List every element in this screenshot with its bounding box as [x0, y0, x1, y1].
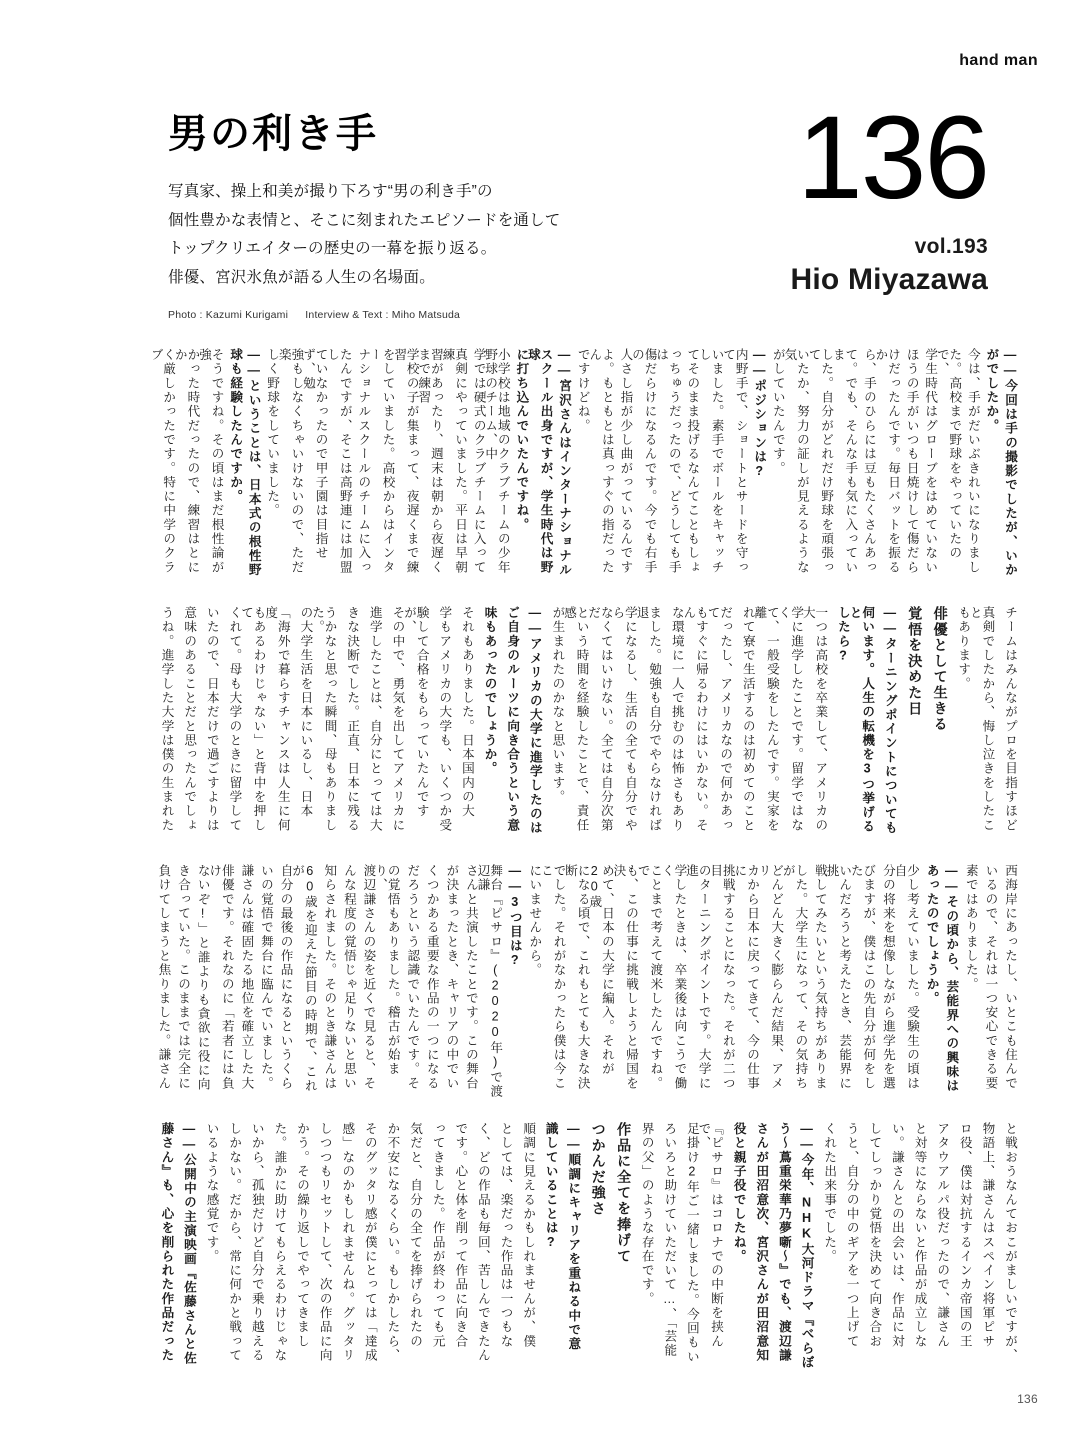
body-column: という時間を経験したことで、責任感: [562, 606, 589, 833]
text-band: [150, 1122, 1016, 1372]
body-column: ロ役、僕は対抗するインカ帝国の王: [957, 1122, 972, 1349]
body-column: 内野手で、ショートとサードを守って: [721, 348, 748, 575]
body-column: 俳優です。それなのに「若者には負け: [207, 864, 234, 1091]
body-column: 強もしなくちゃいけないので、ただ楽: [276, 348, 304, 575]
body-column: 真剣でしたから、悔し泣きをしたこと: [967, 606, 995, 833]
body-column: ら、手のひらには豆もたくさんあっ: [861, 348, 876, 575]
text-band: [150, 348, 1016, 588]
body-column: いの覚悟で舞台に臨んでいました。: [258, 864, 273, 1091]
body-column: うかなと思った瞬間、母もありました。: [310, 606, 337, 833]
body-column: 西海岸にあったし、いとこも住んで: [1003, 864, 1017, 1091]
body-column: してしっかり覚悟を決めて向き合お: [867, 1122, 882, 1349]
body-column: 学になるし、生活の全ても自分でやら: [610, 606, 637, 833]
credits: [168, 309, 728, 321]
body-column: が生まれたのかなと思います。: [550, 606, 565, 805]
body-column: と対等にならないと作品が成立しな: [912, 1122, 927, 1349]
lede-line: 写真家、操上和美が撮り下ろす“男の利き手”の: [168, 183, 493, 200]
body-column: 足掛け2年ご一緒しました。今回もい: [684, 1122, 699, 1364]
question-column: ――アメリカの大学に進学したのは: [527, 606, 542, 836]
body-column: その中で、勇気を出してアメリカに: [390, 606, 405, 833]
body-column: うね。進学した大学は僕の生まれた: [159, 606, 174, 833]
section-heading-column: 俳優として生きる: [931, 606, 948, 733]
question-column: さんが田沼意次、宮沢さんが田沼意知: [754, 1122, 769, 1363]
question-column: ――今回は手の撮影でしたが、いか: [1003, 348, 1017, 578]
question-column: 伺います。人生の転機を3つ挙げると: [847, 606, 875, 834]
question-column: ――その頃から、芸能界への興味は: [944, 864, 959, 1094]
body-column: 人さし指が少し曲がっているんです: [618, 348, 633, 575]
body-column: 験して合格をもらっていたんですが、: [402, 606, 429, 819]
issue-block: [568, 92, 988, 297]
body-column: アタウアルパ役だったので、謙さん: [935, 1122, 950, 1349]
body-column: びますが、僕はこの先自分が何をした: [848, 864, 876, 1091]
question-column: 役と親子役でしたね。: [731, 1122, 746, 1264]
body-column: ってきました。作品が終わっても元: [430, 1122, 445, 1349]
body-column: だったし、アメリカなので何かあって: [705, 606, 733, 833]
body-column: めて、日本の大学に編入。それが20歳: [587, 864, 614, 1077]
question-column: う～蔦重栄華乃夢噺～』でも、渡辺謙: [776, 1122, 791, 1363]
page-title: 男の利き手: [168, 112, 378, 156]
body-column: い。謙さんとの出会いは、作品に対: [889, 1122, 904, 1349]
article-body: [150, 348, 1016, 1408]
body-column: しく野球をしていました。: [265, 348, 280, 518]
body-column: 意味のあることだと思ったんでしょ: [182, 606, 197, 833]
body-column: く、どの作品も毎回、苦しんできたん: [475, 1122, 490, 1363]
body-column: の大学生活を日本にいるし、日本: [298, 606, 313, 819]
body-column: 自分の最後の作品になるというくら: [278, 864, 293, 1091]
body-column: カから日本に戻ってきて、今の仕事に: [732, 864, 760, 1091]
body-column: をしていました。高校からはインター: [367, 348, 395, 575]
body-column: がしていたんです。: [770, 348, 785, 476]
body-column: どんどん大きく膨らんだ結果、アメリ: [756, 864, 784, 1091]
body-column: 真剣にやっていました。平日は早朝練: [440, 348, 468, 575]
body-column: 順調に見えるかもしれませんが、僕: [521, 1122, 536, 1349]
section-heading-column: 作品に全てを捧げて: [615, 1122, 632, 1265]
body-column: 気だと、自分の全てを捧げられたの: [408, 1122, 423, 1349]
body-column: 学に進学したことです。留学ではなく: [776, 606, 804, 833]
lede-line: 俳優、宮沢氷魚が語る人生の名場面。: [168, 269, 435, 287]
body-column: 学では硬式のクラブチームに入って: [471, 348, 486, 575]
question-column: がでしたか。: [984, 348, 999, 433]
lede-line: トップクリエイターの歴史の一幕を振り返る。: [168, 240, 497, 258]
question-column: ――ということは、日本式の根性野: [246, 348, 261, 578]
section-heading-column: つかんだ強さ: [589, 1122, 606, 1217]
body-column: いたか、努力の証しが見えるような気: [782, 348, 809, 575]
body-column: て、一般受験をしたんです。実家を離: [752, 606, 779, 833]
body-column: チームはみんながプロを目指すほど: [1003, 606, 1017, 833]
body-column: かう。その繰り返しでやってきまし: [295, 1122, 310, 1349]
body-column: くつかある重要な作品の一つになる: [424, 864, 439, 1091]
body-column: ろいろと助けていただいて…、「芸能: [662, 1122, 677, 1358]
body-column: もすぐに帰るわけにはいかない。そん: [681, 606, 708, 833]
body-column: 渡辺謙さんの姿を近くで見ると、そ: [361, 864, 376, 1091]
lede-line: 個性豊かな表情と、そこに刻まれたエピソードを通して: [168, 211, 561, 229]
question-column: 識していることは?: [543, 1122, 558, 1251]
body-column: きな決断でした。正直、日本に残る: [345, 606, 360, 833]
body-column: もあります。: [956, 606, 971, 691]
body-column: た。高校まで野球をやっていたので、: [934, 348, 962, 561]
issue-number: 136: [797, 92, 988, 224]
body-column: っちゅうだったので、どうしても手は: [654, 348, 681, 575]
body-column: と戦おうなんておこがましいですが、: [1003, 1122, 1017, 1363]
credit-photo: Photo : Kazumi Kurigami: [168, 308, 289, 321]
body-column: んな程度の覚悟じゃ足りないと思い: [341, 864, 356, 1091]
body-column: ことまで考えて渡米したんですね。で: [635, 864, 663, 1091]
body-column: のターニングポイントです。大学に進: [684, 864, 711, 1091]
body-column: としては、楽だった作品は一つもな: [498, 1122, 513, 1349]
body-column: 小学校は地域のクラブチームの少年野球のチーム、中: [483, 348, 510, 575]
body-column: にいませんから。: [527, 864, 542, 978]
body-column: ですけどね。: [575, 348, 590, 433]
body-column: いるので、それは一つ安心できる要: [983, 864, 998, 1091]
body-column: よ。もともとは真っすぐの指だったん: [587, 348, 614, 575]
body-column: 学したときは、卒業後は向こうで働く: [659, 864, 687, 1091]
body-column: 感」なのかもしれませんね。グッタリ: [340, 1122, 355, 1363]
page-number: 136: [1017, 1392, 1038, 1406]
running-head: hand man: [959, 52, 1038, 69]
body-column: それもありました。日本国内の大: [459, 606, 474, 819]
volume-label: vol.193: [914, 234, 988, 258]
body-column: な環境に一人で挑むのは怖さもあり: [669, 606, 684, 833]
body-column: た。誰かに助けてもらえるわけじゃな: [272, 1122, 287, 1363]
question-column: したら?: [835, 606, 850, 664]
body-column: けだったんです。毎日バットを振るか: [873, 348, 901, 575]
body-column: ないぞ!」と誰よりも貪欲に役に向: [195, 864, 210, 1092]
body-column: もあるわけじゃない」と背中を押して: [239, 606, 266, 833]
body-column: 戦してみたいという気持ちがありま: [812, 864, 827, 1091]
body-column: く厳しかったです。特に中学のクラブ: [148, 348, 176, 575]
body-column: ていなかったので甲子園は目指せず、勉: [301, 348, 328, 561]
body-column: か不安になるくらい。もしかしたら、: [385, 1122, 400, 1363]
body-column: だろうという認識でいたんです。そ: [405, 864, 420, 1091]
question-column: あったのでしょうか。: [924, 864, 939, 1006]
body-column: です。心と体を削って作品に向き合: [453, 1122, 468, 1349]
question-column: ――宮沢さんはインターナショナル: [557, 348, 572, 578]
body-column: そうですね。その頃はまだ根性論が強: [197, 348, 224, 575]
body-column: しつつもリセットして、次の作品に向: [317, 1122, 332, 1363]
body-column: の覚悟もありました。稽古が始まり、: [373, 864, 400, 1077]
body-column: 学校の子が集まって、夜遅くまで練習: [392, 348, 419, 575]
body-column: 習があったり、週末は朝から夜遅くまで練習: [416, 348, 443, 575]
body-column: 謙さんは確固たる地位を確立した大: [239, 864, 254, 1091]
body-column: かった時代だったので、練習はとにか: [172, 348, 200, 575]
question-column: 味もあったのでしょうか。: [482, 606, 497, 776]
question-column: ――今年、NHK大河ドラマ『べらぼ: [799, 1122, 814, 1370]
body-column: になる頃で、これもとても大きな決断: [563, 864, 590, 1091]
question-column: 球も経験したんですか。: [228, 348, 243, 504]
body-column: も、この仕事に挑戦しようと帰国を決: [611, 864, 639, 1091]
body-column: 物語上、謙さんはスペイン将軍ピサ: [980, 1122, 995, 1349]
body-column: 「海外で暮らすチャンスは人生に何度: [263, 606, 290, 833]
body-column: き合っていた。このままでは完全に: [176, 864, 191, 1091]
body-column: 傷だらけになるんです。今でも右手の: [629, 348, 657, 575]
question-column: ご自身のルーツに向き合うという意: [505, 606, 520, 833]
body-column: うと、自分の中のギアを一つ上げて: [844, 1122, 859, 1349]
body-column: いるような感覚です。: [204, 1122, 219, 1264]
question-column: ――ポジションは?: [752, 348, 767, 480]
body-column: 挑戦することになった。それが二つ目: [708, 864, 735, 1091]
body-column: でした。それがなかったら僕は今ここ: [538, 864, 566, 1091]
body-column: ました。勉強も自分でやらなければ退: [634, 606, 662, 833]
subject-name-en: Hio Miyazawa: [790, 262, 988, 296]
body-column: いました。素手でボールをキャッチし: [696, 348, 724, 575]
body-column: くれて。母も大学のときに留学して: [227, 606, 242, 833]
body-column: ほうの手がいつも日焼けして傷だら: [904, 348, 919, 575]
body-column: てそのまま投げるなんてこともしょ: [685, 348, 700, 575]
body-column: いんだろうと考えたとき、芸能界に挑: [824, 864, 852, 1091]
body-column: そのグッタリ感が僕にとっては「達成: [362, 1122, 377, 1363]
body-column: しかない。だから、常に何かと戦って: [227, 1122, 242, 1363]
body-column: 知らされました。そのとき謙さんは: [322, 864, 337, 1091]
body-column: 負けてしまうと焦りました。謙さん: [156, 864, 171, 1091]
body-column: 学生時代はグローブをはめていない: [923, 348, 938, 575]
section-heading-column: 覚悟を決めた日: [906, 606, 923, 717]
body-column: なくてはいけない。全ては自分次第だ: [586, 606, 613, 833]
question-column: ――公開中の主演映画『佐藤さんと佐: [181, 1122, 196, 1366]
question-column: ――順調にキャリアを重ねる中で意: [566, 1122, 581, 1352]
question-column: スクール出身ですが、学生時代は野球: [525, 348, 553, 575]
body-column: 素ではありました。: [963, 864, 978, 992]
body-column: 一つは高校を卒業して、アメリカの大: [800, 606, 828, 833]
body-column: 進学したことは、自分にとっては大: [367, 606, 382, 833]
question-column: に打ち込んでいたんですね。: [514, 348, 529, 532]
body-column: ナショナルスクールのチームに入っ: [356, 348, 371, 575]
body-column: れて寮で生活するのは初めてのこと: [740, 606, 755, 833]
body-column: さんと共演したことです。この舞台: [463, 864, 478, 1091]
body-column: くれた出来事でした。: [822, 1122, 837, 1264]
body-column: いから、孤独だけど自分で乗り越える: [249, 1122, 264, 1363]
body-column: 60歳を迎えた節目の時期で、これが: [290, 864, 317, 1094]
body-column: 学もアメリカの大学も、いくつか受: [437, 606, 452, 833]
body-column: 界の父」のような存在です。: [639, 1122, 654, 1306]
body-column: 分の将来を想像しながら進学先を選: [880, 864, 895, 1091]
question-column: ――3つ目は?: [507, 864, 522, 969]
body-column: 『ピサロ』はコロナでの中断を挟んで、: [696, 1122, 724, 1349]
text-band: [150, 864, 1016, 1104]
question-column: 藤さん』も、心を削られた作品だった: [159, 1122, 174, 1363]
question-column: ――ターニングポイントについても: [882, 606, 897, 836]
body-column: 少し考えていました。受験生の頃は自: [892, 864, 920, 1091]
text-band: [150, 606, 1016, 846]
body-column: たんですが、そこは高野連には加盟し: [325, 348, 352, 575]
body-column: て。でも、そんな手も気に入っていま: [830, 348, 858, 575]
body-column: した。自分がどれだけ野球を頑張って: [806, 348, 834, 575]
body-column: 舞台『ピサロ』(2020年)で渡辺謙: [475, 864, 503, 1099]
body-column: 今は、手がだいぶきれいになりまし: [965, 348, 980, 575]
body-column: が決まったとき、キャリアの中でい: [444, 864, 459, 1091]
body-column: いたので、日本だけで過ごすよりは: [204, 606, 219, 833]
body-column: した。大学生になって、その気持ちが: [780, 864, 808, 1091]
credit-text: Interview & Text : Miho Matsuda: [305, 308, 461, 321]
